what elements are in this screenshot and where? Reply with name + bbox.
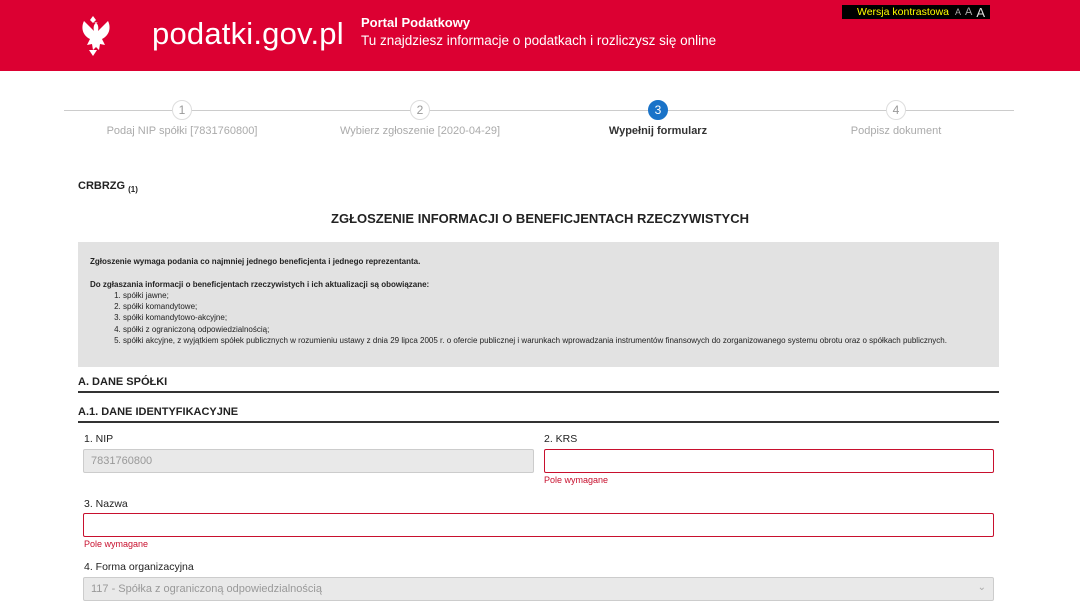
- section-a-heading: A. DANE SPÓŁKI: [78, 376, 999, 393]
- step-number: 2: [410, 100, 430, 120]
- krs-label: 2. KRS: [544, 433, 578, 445]
- portal-subtitle: Tu znajdziesz informacje o podatkach i rozliczysz się online: [361, 33, 717, 48]
- site-logo[interactable]: podatki.gov.pl: [152, 16, 344, 51]
- name-input[interactable]: [83, 513, 994, 537]
- org-form-value: 117 - Spółka z ograniczoną odpowiedzialnością: [91, 583, 322, 595]
- info-list: [123, 290, 987, 346]
- form-version: (1): [128, 185, 138, 195]
- step-label: Podpisz dokument: [850, 125, 942, 137]
- accessibility-bar: [842, 5, 990, 19]
- info-line-1: Zgłoszenie wymaga podania co najmniej jednego beneficjenta i jednego reprezentanta.: [90, 257, 421, 266]
- step-label: Wybierz zgłoszenie [2020-04-29]: [339, 125, 501, 137]
- step-2: [300, 100, 540, 137]
- form-code: [78, 180, 138, 194]
- contrast-toggle[interactable]: Wersja kontrastowa: [857, 6, 950, 18]
- nip-input[interactable]: 7831760800: [83, 449, 534, 473]
- name-error: Pole wymagane: [84, 539, 149, 549]
- list-item: 2. spółki komandytowe;: [123, 301, 987, 312]
- form-title: ZGŁOSZENIE INFORMACJI O BENEFICJENTACH RZECZYWISTYCH: [331, 211, 749, 226]
- step-number: 4: [886, 100, 906, 120]
- org-form-select[interactable]: [83, 577, 994, 601]
- org-form-label: 4. Forma organizacyjna: [84, 561, 194, 573]
- krs-input[interactable]: [544, 449, 994, 473]
- site-header: [0, 0, 1080, 71]
- info-box: [78, 242, 999, 367]
- step-label: Wypełnij formularz: [608, 125, 708, 137]
- info-line-2: Do zgłaszania informacji o beneficjentach rzeczywistych i ich aktualizacji są obowiązane:: [90, 279, 430, 289]
- list-item: 3. spółki komandytowo-akcyjne;: [123, 312, 987, 323]
- section-a1-heading: A.1. DANE IDENTYFIKACYJNE: [78, 406, 999, 423]
- progress-steps: [64, 100, 1014, 140]
- step-4: [776, 100, 1016, 137]
- polish-eagle-emblem-icon: [72, 12, 114, 58]
- chevron-down-icon: ⌄: [977, 582, 986, 593]
- step-1: [62, 100, 302, 137]
- list-item: 4. spółki z ograniczoną odpowiedzialnością;: [123, 324, 987, 335]
- nip-label: 1. NIP: [84, 433, 114, 445]
- krs-error: Pole wymagane: [544, 475, 609, 485]
- step-3: [538, 100, 778, 137]
- font-size-medium[interactable]: A: [965, 6, 973, 18]
- form-code-text: CRBRZG: [78, 180, 126, 192]
- list-item: 1. spółki jawne;: [123, 290, 987, 301]
- font-size-large[interactable]: A: [976, 4, 986, 20]
- list-item: 5. spółki akcyjne, z wyjątkiem spółek publicznych w rozumieniu ustawy z dnia 29 lipca 2005 r. o ofercie publicznej i warunkach wprowadzania instrumentów finansowych do zorganizowanego systemu obrotu oraz o spółkach publicznych.: [123, 335, 987, 346]
- font-size-small[interactable]: A: [955, 7, 962, 17]
- step-number: 3: [648, 100, 668, 120]
- step-number: 1: [172, 100, 192, 120]
- step-label: Podaj NIP spółki [7831760800]: [106, 125, 258, 137]
- name-label: 3. Nazwa: [84, 498, 128, 510]
- portal-title: Portal Podatkowy: [361, 15, 471, 30]
